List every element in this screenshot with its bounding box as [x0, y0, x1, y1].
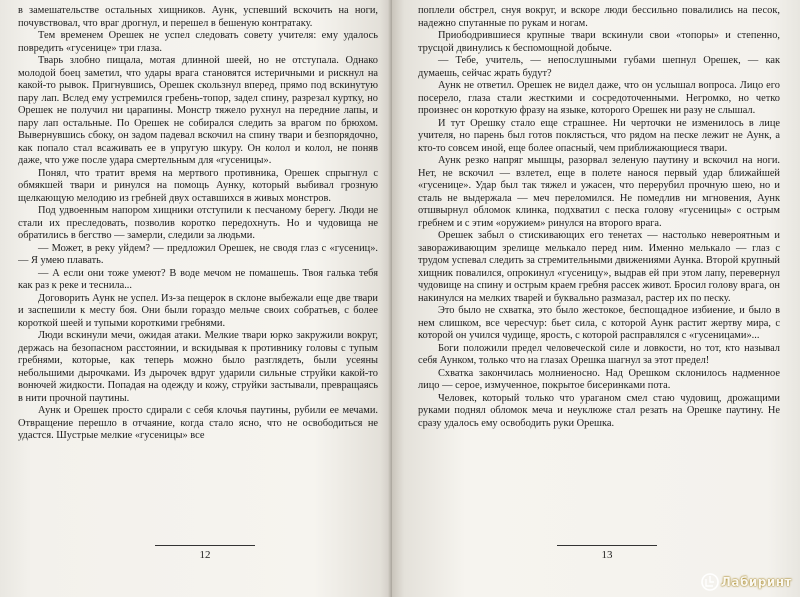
paragraph: Тем временем Орешек не успел следовать совету учителя: ему удалось повредить «гусенице» три глаза. — [18, 30, 378, 54]
paragraph: Человек, который только что ураганом смел стаю чудовищ, дрожащими руками поднял обломок меча и неуклюже стал резать на Орешке паутину. Не сразу удалось ему освободить руки Орешка. — [418, 392, 780, 429]
paragraph: Договорить Аунк не успел. Из-за пещерок в склоне выбежали еще две твари и заспешили к месту боя. Они были гораздо мельче своих собратьев, с более короткой шеей и тупыми короткими гребнями. — [18, 292, 378, 329]
page-number: 13 — [601, 549, 613, 561]
paragraph: Это было не схватка, это было жестокое, беспощадное избиение, и было в нем слишком, все чересчур: бьет сила, с которой Аунк растит жертву мира, с которой он учился чудище, ярость, с которой расправлялся с «гусеницами»... — [418, 305, 780, 341]
paragraph: И тут Орешку стало еще страшнее. Ни черточки не изменилось в лице учителя, но парень был готов поклясться, что рядом на песке лежит не Аунк, а кто-то совсем иной, еще более опасный, чем приближающиеся твари. — [418, 117, 780, 154]
paragraph: Понял, что тратит время на мертвого противника, Орешек спрыгнул с обмякшей твари и ринулся на помощь Аунку, который выбивал грозную щелкающую мелодию из гребней двух оставшихся в живых монстров. — [18, 167, 378, 204]
paragraph: Схватка закончилась молниеносно. Над Орешком склонилось надменное лицо — серое, измученное, покрытое бисеринками пота. — [418, 367, 780, 391]
paragraph: Орешек забыл о стискивающих его тенетах — настолько невероятным и завораживающим зрелище мелькало перед ним. Именно мелькало — глаз с трудом успевал следить за стремительными движениями Аунка. Второй крупный хищник повалился, опрокинул «гусеницу», выдрав ей при этом лапу, перевернул чудовище на спину и острым краем гребня рассек живот. Бросил голову врага, он накинулся на мелких тварей и буквально размазал, растер их по песку. — [418, 230, 780, 304]
labirint-watermark — [701, 573, 792, 591]
paragraph: поплели обстрел, снуя вокруг, и вскоре люди бессильно повалились на песок, надежно спутанные по рукам и ногам. — [418, 5, 780, 29]
paragraph: Люди вскинули мечи, ожидая атаки. Мелкие твари юрко закружили вокруг, держась на безопасном расстоянии, и вскидывая к противнику головы с тупым гребнями, которые, как теперь можно было разглядеть, были усеяны небольшими дырочками. Из дырочек вдруг ударили сильные струйки какой-то вонючей жидкости. Попадая на одежду и кожу, струйки застывали, превращаясь в нити прочной паутины. — [18, 330, 378, 404]
page-number: 12 — [199, 549, 211, 561]
paragraph: Тварь злобно пищала, мотая длинной шеей, но не отступала. Однако молодой боец заметил, что удары врага становятся истеричными и рискнул на какой-то рывок. Пригнувшись, Орешек скользнул вперед, прямо под вскинутую пару лап. Вслед ему устремился гребень-топор, задел спину, разрезал куртку, но Орешек не получил ни царапины. Монстр тяжело рухнул на передние лапы, и пару лап остальные. По Орешек не собирался следить за врагом по брюхом. Вывернувшись сбоку, он задом падевал вскочил на спину твари и безпорядочно, как попало стал всаживать ее в упругую шкуру. Он колол и колол, не поняв даже, что уже после удара смертельным для «гусеницы». — [18, 55, 378, 166]
paragraph: Приободрившиеся крупные твари вскинули свои «топоры» и степенно, трусцой двинулись к беспомощной добыче. — [418, 30, 780, 54]
labirint-logo-icon — [701, 573, 719, 591]
paragraph: Аунк не ответил. Орешек не видел даже, что он услышал вопроса. Лицо его посерело, глаза стали жесткими и сосредоточенными. Негромко, но четко произнес он короткую фразу на языке, которого Орешек ни разу не слышал. — [418, 80, 780, 116]
paragraph: — Может, в реку уйдем? — предложил Орешек, не сводя глаз с «гусениц». — Я умею плавать. — [18, 242, 378, 266]
paragraph: Боги положили предел человеческой силе и ловкости, но тот, кто называл себя Аунком, только что на глазах Орешка шагнул за этот предел! — [418, 342, 780, 366]
folio-rule — [155, 545, 255, 546]
paragraph: — А если они тоже умеют? В воде мечом не помашешь. Твоя галька тебя как раз к реке и теснила... — [18, 267, 378, 291]
paragraph: Аунк резко напряг мышцы, разорвал зеленую паутину и вскочил на ноги. Нет, не вскочил — взлетел, еще в полете нанося первый удар ближайшей «гусенице». Удар был так тяжел и ужасен, что перерубил прочную шею, но и сталь не выдержала — меч переломился. Не помедлив ни мгновения, Аунк отшвырнул обломок клинка, подхватил с песка голову «гусеницы» с острым гребнем и с этим «оружием» ринулся на второго врага. — [418, 155, 780, 229]
folio-rule — [557, 545, 657, 546]
right-page — [392, 0, 800, 597]
left-page — [0, 0, 392, 597]
watermark-text: Лабиринт — [720, 575, 792, 589]
paragraph: в замешательстве остальных хищников. Аунк, успевший вскочить на ноги, почувствовал, что враг дрогнул, и перешел в бешеную контратаку. — [18, 5, 378, 29]
paragraph: Аунк и Орешек просто сдирали с себя клочья паутины, рубили ее мечами. Отвращение перешло в отчаяние, когда стало ясно, что не освободиться не удастся. Шустрые мелкие «гусеницы» все — [18, 405, 378, 441]
paragraph: Под удвоенным напором хищники отступили к песчаному берегу. Люди не стали их преследовать, позволив коротко передохнуть. Но и чудовища не обратились в бегство — замерли, следили за людьми. — [18, 205, 378, 241]
paragraph: — Тебе, учитель, — непослушными губами шепнул Орешек, — как думаешь, сейчас жрать будут? — [418, 55, 780, 79]
page-number-left — [150, 545, 260, 561]
left-page-text — [18, 5, 378, 513]
page-number-right — [552, 545, 662, 561]
right-page-text — [418, 5, 780, 513]
